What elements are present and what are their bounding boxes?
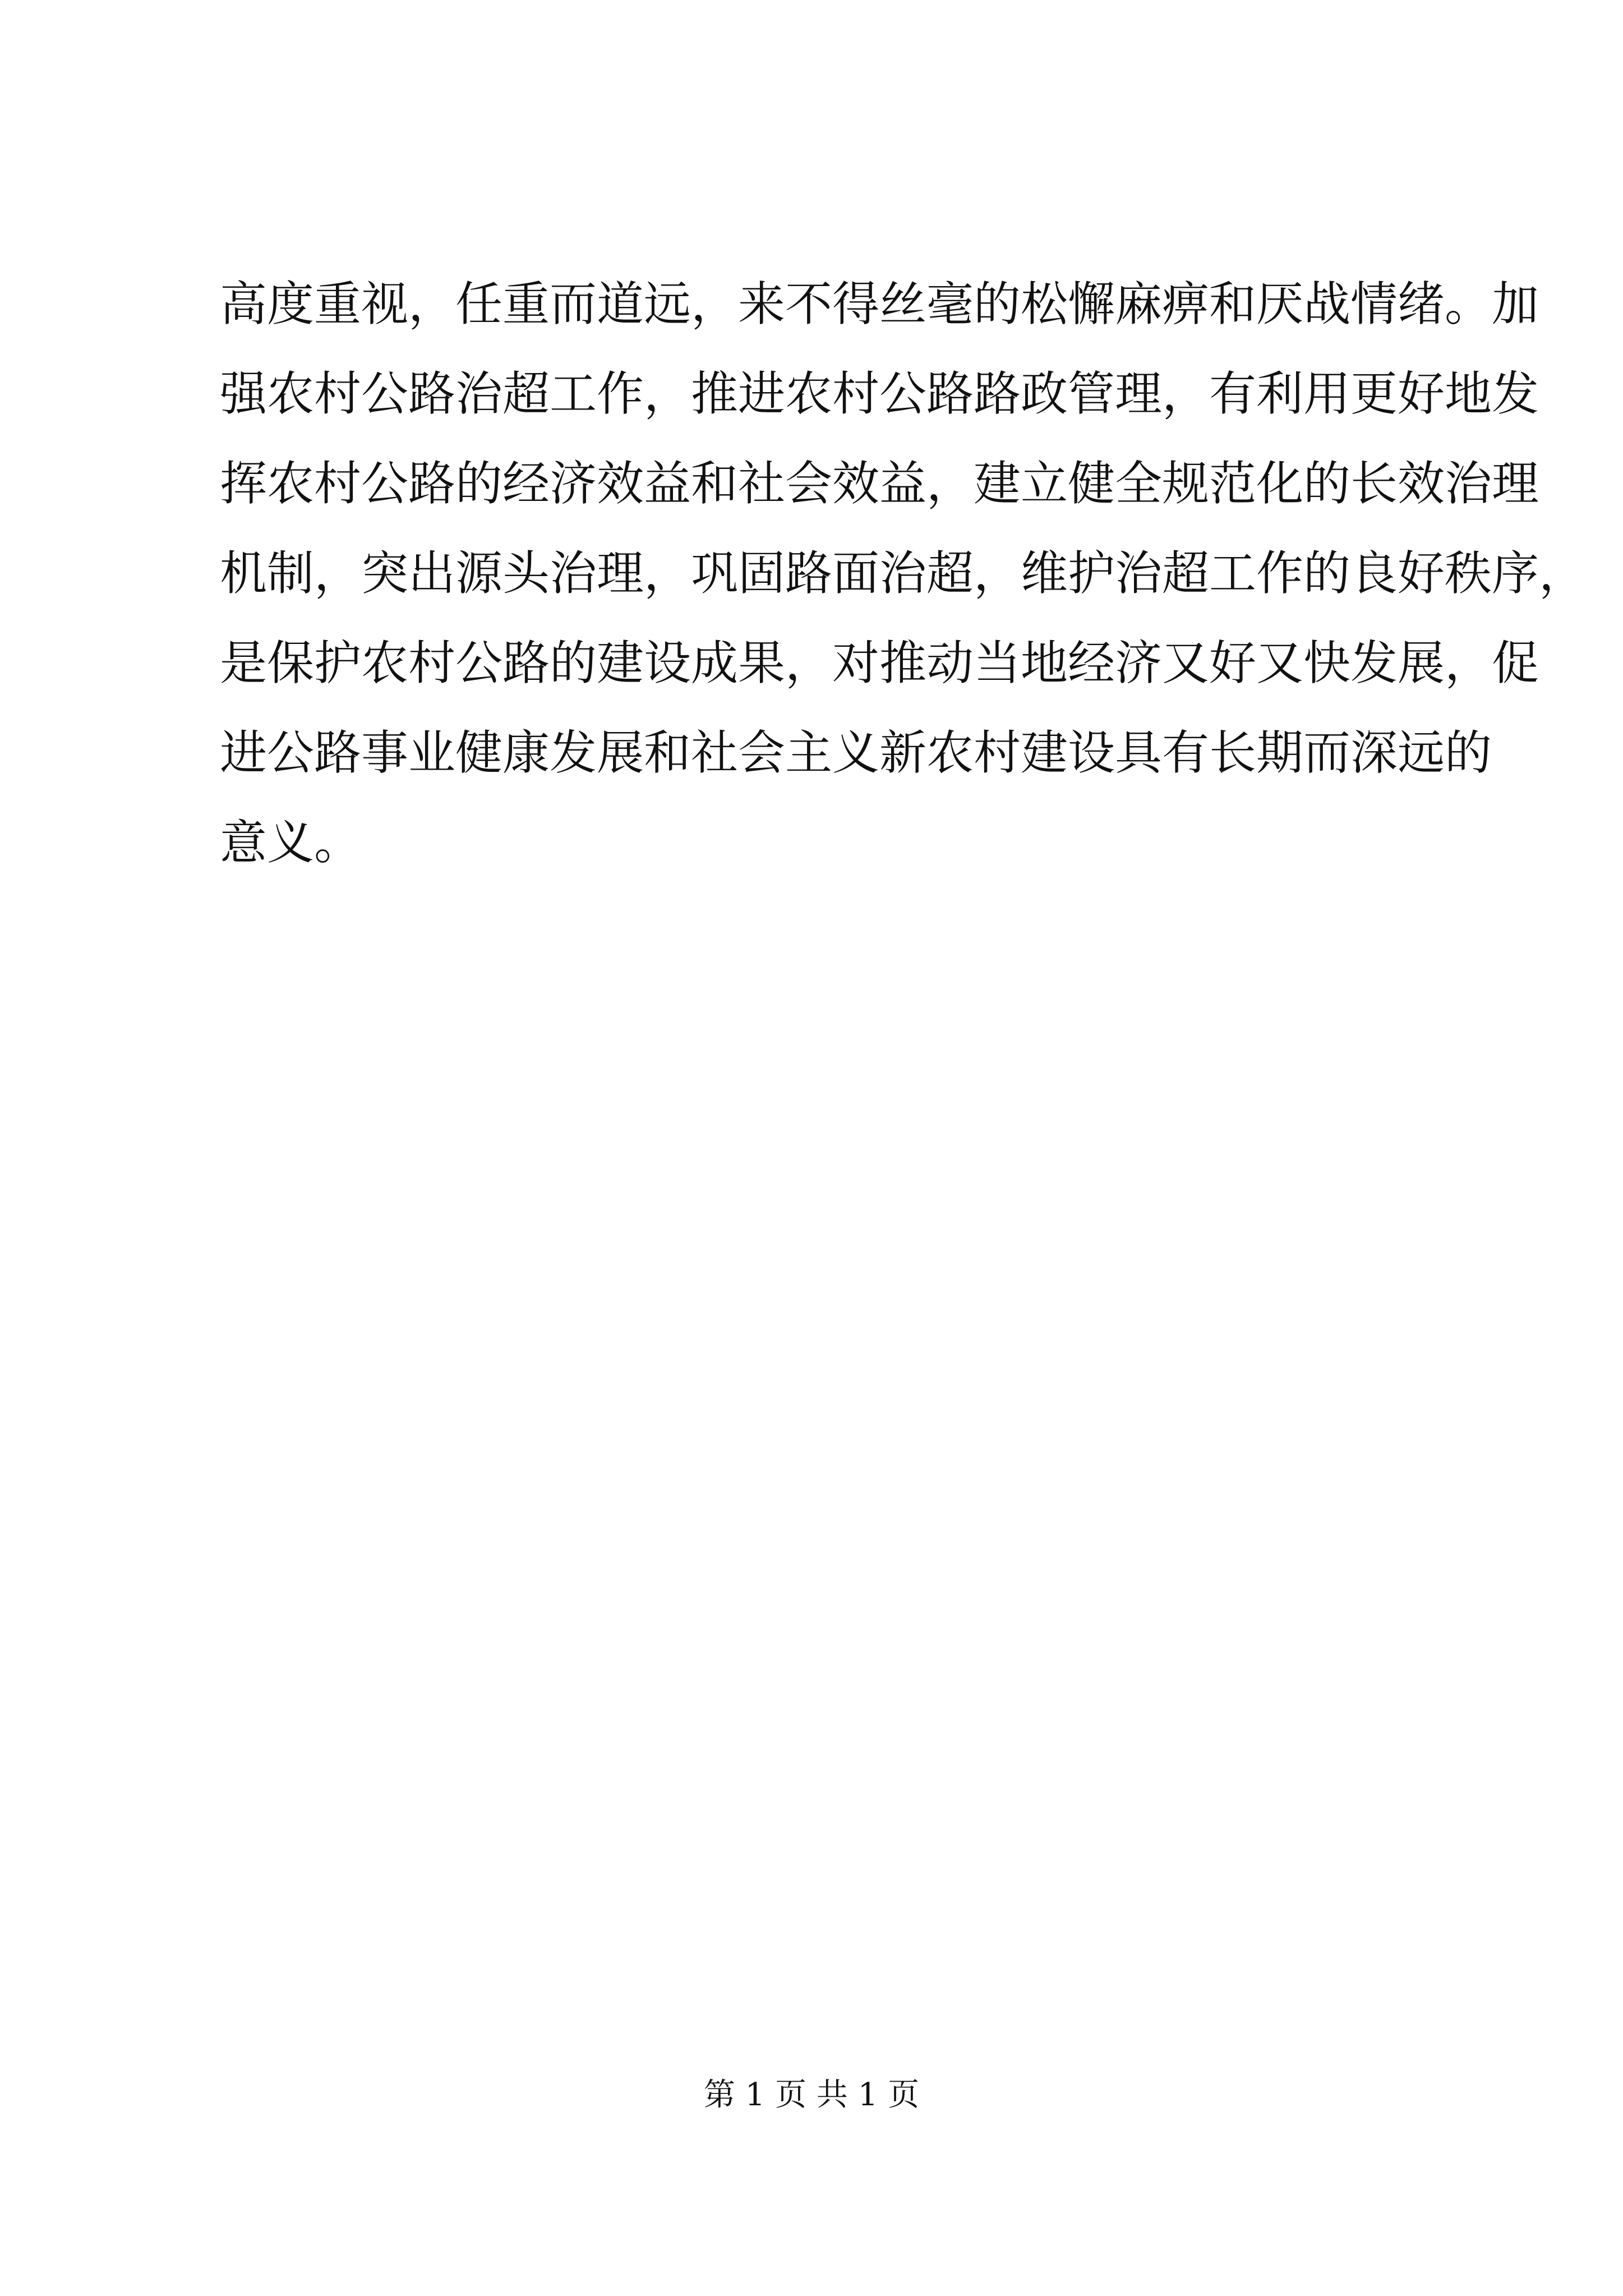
body-paragraph [220, 259, 1587, 887]
paragraph-line: 强农村公路治超工作，推进农村公路路政管理，有利用更好地发 [220, 366, 1539, 421]
paragraph-line: 挥农村公路的经济效益和社会效益，建立健全规范化的长效治理 [220, 456, 1539, 511]
paragraph-line: 是保护农村公路的建设成果，对推动当地经济又好又快发展，促 [220, 636, 1539, 691]
paragraph-line: 机制，突出源头治理，巩固路面治超，维护治超工作的良好秩序， [220, 546, 1587, 601]
paragraph-line: 进公路事业健康发展和社会主义新农村建设具有长期而深远的 [220, 725, 1492, 780]
page-number-footer: 第 1 页 共 1 页 [703, 2077, 920, 2113]
paragraph-line: 意义。 [220, 815, 362, 870]
paragraph-line: 高度重视，任重而道远，来不得丝毫的松懈麻痹和厌战情绪。加 [220, 277, 1539, 332]
